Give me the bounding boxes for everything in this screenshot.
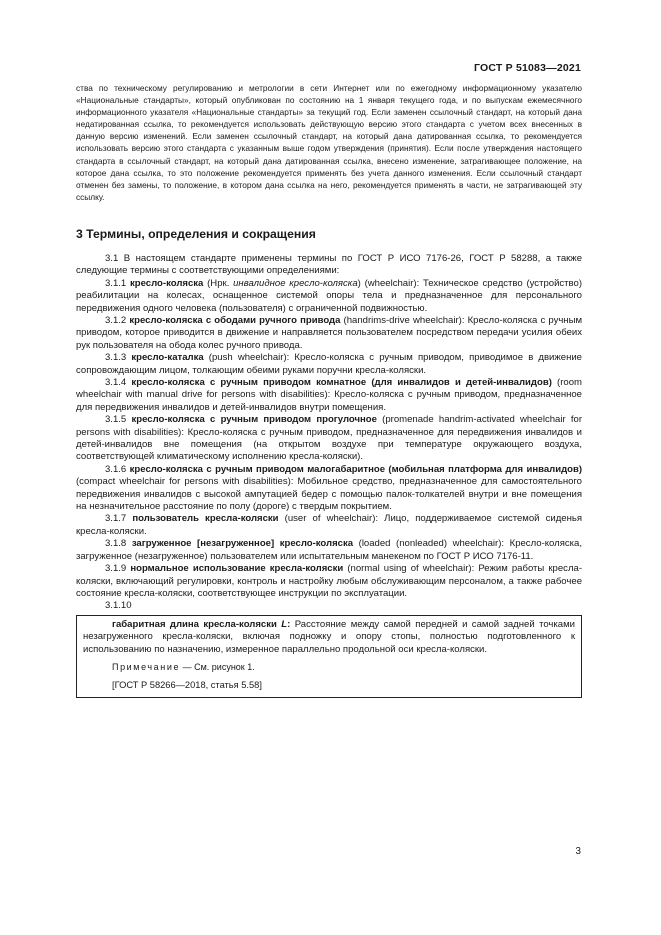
term-colon: : [287,618,291,630]
term-text: (compact wheelchair for persons with disabilities): Мобильное средство, предназначенное для самостоятельного передвижения инвалидов с высокой ампутацией бедер с помощью палок-толкателей внутри и вне помещения на незначительное расстояние по полу (дороге) с твердым покрытием. [76,476,582,513]
term-name: кресло-коляска с ручным приводом малогабаритное (мобильная платформа для инвалидов) [129,463,583,475]
term-number: 3.1.8 [105,538,132,550]
term-symbol: L [281,618,288,630]
term-3-1-10-number: 3.1.10 [105,600,132,612]
term-text: (user of wheelchair): Лицо, поддерживаемое системой сиденья кресла-коляски. [76,513,582,537]
page-content [76,82,582,698]
source-reference: [ГОСТ Р 58266—2018, статья 5.58] [112,680,262,691]
term-3-1-2 [76,315,582,352]
term-number: 3.1.3 [105,352,132,364]
term-3-1-7 [76,513,582,538]
term-name: кресло-коляска [130,277,204,289]
term-name: кресло-коляска с ручным приводом комнатное (для инвалидов и детей-инвалидов) [131,377,552,388]
term-3-1-3 [76,352,582,377]
term-text: Расстояние между самой передней и самой задней точками незагруженного кресла-коляски, включая подножку и опору стопы, полностью подготовленного к использованию по назначению, измеренное параллельно продольной оси кресла-коляски. [83,618,575,655]
term-3-1-8 [76,538,582,563]
term-name: загруженное [незагруженное] кресло-коляска [131,538,354,550]
term-number: 3.1.9 [105,563,131,575]
definition-box-3-1-10 [76,615,582,699]
term-text: (room wheelchair with manual drive for persons with disabilities): Кресло-коляска с ручным приводом, предназначенное для передвижения инвалидов и детей-инвалидов внутри помещения. [76,377,582,413]
term-3-1-4 [76,377,582,414]
section-title: 3 Термины, определения и сокращения [76,226,316,241]
term-3-1-5 [76,414,582,464]
term-text: (promenade handrim-activated wheelchair for persons with disabilities): Кресло-коляска с ручным приводом, предназначенное для передвижения инвалидов и детей-инвалидов вне помещения (на открытом воздухе при температуре окружающего воздуха, соответствующей климатическому исполнению кресла-коляски). [76,414,583,463]
term-name: кресло-коляска с ободами ручного привода [129,314,341,326]
term-number: 3.1.4 [105,377,132,388]
term-name: пользователь кресла-коляски [132,513,279,525]
term-name: кресло-каталка [131,352,204,364]
term-number: 3.1.5 [105,414,132,426]
term-3-1-1 [76,278,582,315]
term-deprecated: инвалидное кресло-коляска [233,277,358,289]
term-number: 3.1.7 [105,513,133,525]
paragraph-3-1: 3.1 В настоящем стандарте применены термины по ГОСТ Р ИСО 7176-26, ГОСТ Р 58288, а также следующие термины с соответствующими определениями: [76,252,582,277]
term-number: 3.1.2 [105,314,130,326]
note-label: Примечание [112,661,181,672]
term-3-1-10 [83,619,575,656]
term-name: нормальное использование кресла-коляски [130,563,344,575]
term-text: (Нрк. [203,277,234,289]
term-text: (handrims-drive wheelchair): Кресло-коляска с ручным приводом, которое приводится в движение и направляется пользователем посредством передачи усилия обеих рук пользователя на обода колес ручного привода. [76,314,583,351]
term-3-1-6 [76,464,582,514]
term-name: кресло-коляска с ручным приводом прогулочное [131,414,377,426]
intro-paragraph: ства по техническому регулированию и метрологии в сети Интернет или по ежегодному информационному указателю «Национальные стандарты», который опубликован по состоянию на 1 января текущего года, и по выпускам ежемесячного информационного указателя «Национальные стандарты» за текущий год. Если заменен ссылочный стандарт, на который дана недатированная ссылка, то рекомендуется использовать действующую версию этого стандарта с учетом всех внесенных в данную версию изменений. Если заменен ссылочный стандарт, на который дана датированная ссылка, то рекомендуется использовать версию этого стандарта с указанным выше годом утверждения (принятия). Если после утверждения настоящего стандарта в ссылочный стандарт, на который дана датированная ссылка, внесено изменение, затрагивающее положение, на которое дана ссылка, то это положение рекомендуется применять без учета данного изменения. Если ссылочный стандарт отменен без замены, то положение, в котором дана ссылка на него, рекомендуется применять в части, не затрагивающей эту ссылку. [76,83,582,202]
note [83,661,575,673]
term-text: (normal using of wheelchair): Режим работы кресла-коляски, включающий регулировки, контроль и настройку любым обслуживающим персоналом, а также рабочее состояние кресла-коляски, соответствующее инструкции по эксплуатации. [76,563,583,599]
term-text: (push wheelchair): Кресло-коляска с ручным приводом, приводимое в движение сопровождающим лицом, толкающим обеими руками поручни кресла-коляски. [76,352,582,376]
term-name: габаритная длина кресла-коляски [112,618,282,630]
term-number: 3.1.1 [105,277,131,289]
note-text: — См. рисунок 1. [180,661,255,672]
term-text: ) (wheelchair): Техническое средство (устройство) реабилитации на колесах, оснащенное системой опоры тела и предназначенное для персонального передвижения одного человека (пользователя) с ограниченной подвижностью. [76,277,583,314]
page-number: 3 [575,846,581,857]
term-number: 3.1.6 [105,463,130,475]
document-code-header: ГОСТ Р 51083—2021 [473,62,581,74]
term-3-1-9 [76,563,582,600]
term-text: (loaded (nonleaded) wheelchair): Кресло-коляска, загруженное (незагруженное) пользователем или испытательным манекеном по ГОСТ Р ИСО 7176-11. [76,538,582,562]
